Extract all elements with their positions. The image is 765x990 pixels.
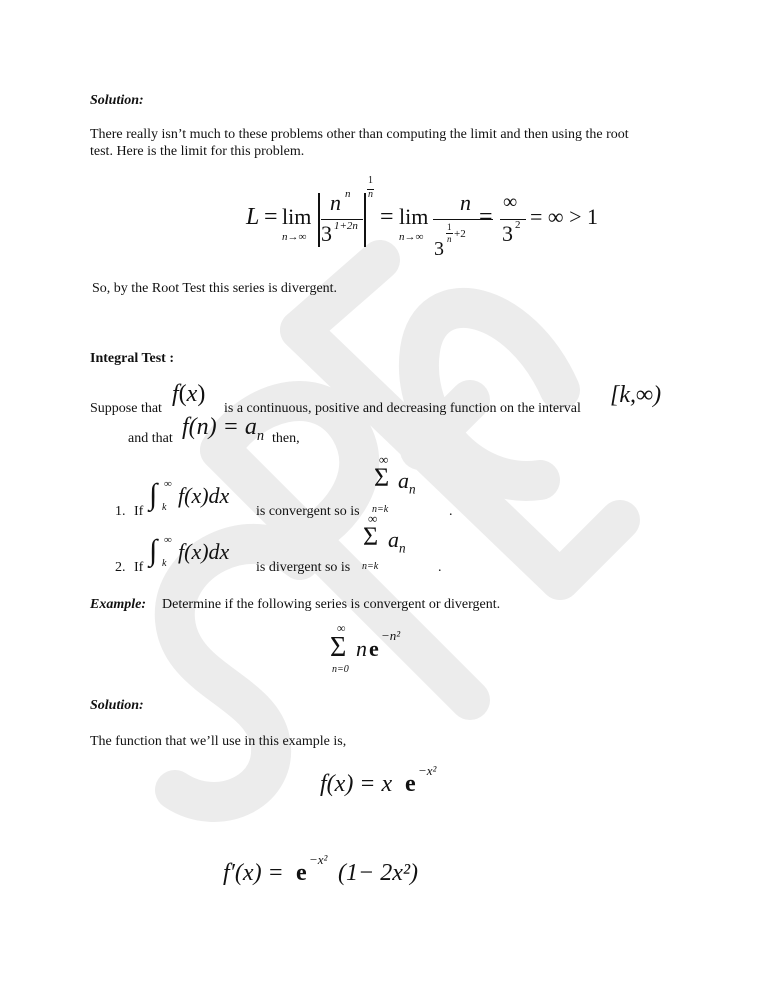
abs-bar-left: [318, 193, 320, 247]
function-intro: The function that we’ll use in this example is,: [90, 734, 347, 749]
lim-2: lim: [399, 204, 429, 229]
integral-test-heading: Integral Test :: [90, 351, 174, 366]
solution-heading: Solution:: [90, 698, 144, 713]
fraction-bar: [500, 219, 526, 220]
intro-line-1: There really isn’t much to these problems other than computing the limit and then using the root: [90, 127, 629, 142]
example-label: Example:: [90, 597, 146, 612]
integral-sign: ∫: [149, 478, 158, 511]
interval-math: [k,∞): [610, 382, 662, 408]
example-text: Determine if the following series is convergent or divergent.: [162, 597, 501, 612]
sigma-icon: Σ: [363, 522, 379, 551]
lhs-L: L: [246, 204, 260, 230]
sigma-icon: Σ: [330, 632, 347, 663]
solution-heading: Solution:: [90, 93, 144, 108]
lim-1: lim: [282, 204, 312, 229]
fn-math: $f(n) = a_n$: [182, 414, 265, 444]
integral-sign: ∫: [149, 534, 158, 567]
intro-line-2: test. Here is the limit for this problem.: [90, 144, 305, 159]
document-page: Solution: There really isn’t much to these problems other than computing the limit and then using the root test. Here is the limit for this problem. L = lim n→∞ n n 3 1+2n 1 n = lim n→∞ n 3 1 n +2 = ∞ 3 2 = ∞ > 1 So, by the Root Test this series is divergent. Integral Test : Suppose that f(x) is a continuous, positive and decreasing function on the interval [k,∞) and that $f(n) = a_n$ then, 1. If ∫ ∞ k f(x)dx is convergent so is ∞ Σ $a_n$ n=k . 2. If ∫ ∞ k f(x)dx is divergent so is ∞ Σ $a_n$ n=k . Example: Determine if the following series is convergent or divergent. ∞ Σ n e −n² n=0 Solution: The function that we’ll use in this example is, f(x) = x e −x² f′(x) = e −x² (1− 2x²): [0, 0, 765, 990]
conclusion-text: So, by the Root Test this series is divergent.: [92, 281, 338, 296]
abs-bar-right: [364, 193, 366, 247]
sigma-icon: Σ: [374, 463, 390, 492]
fx-math: f(x): [172, 381, 206, 407]
